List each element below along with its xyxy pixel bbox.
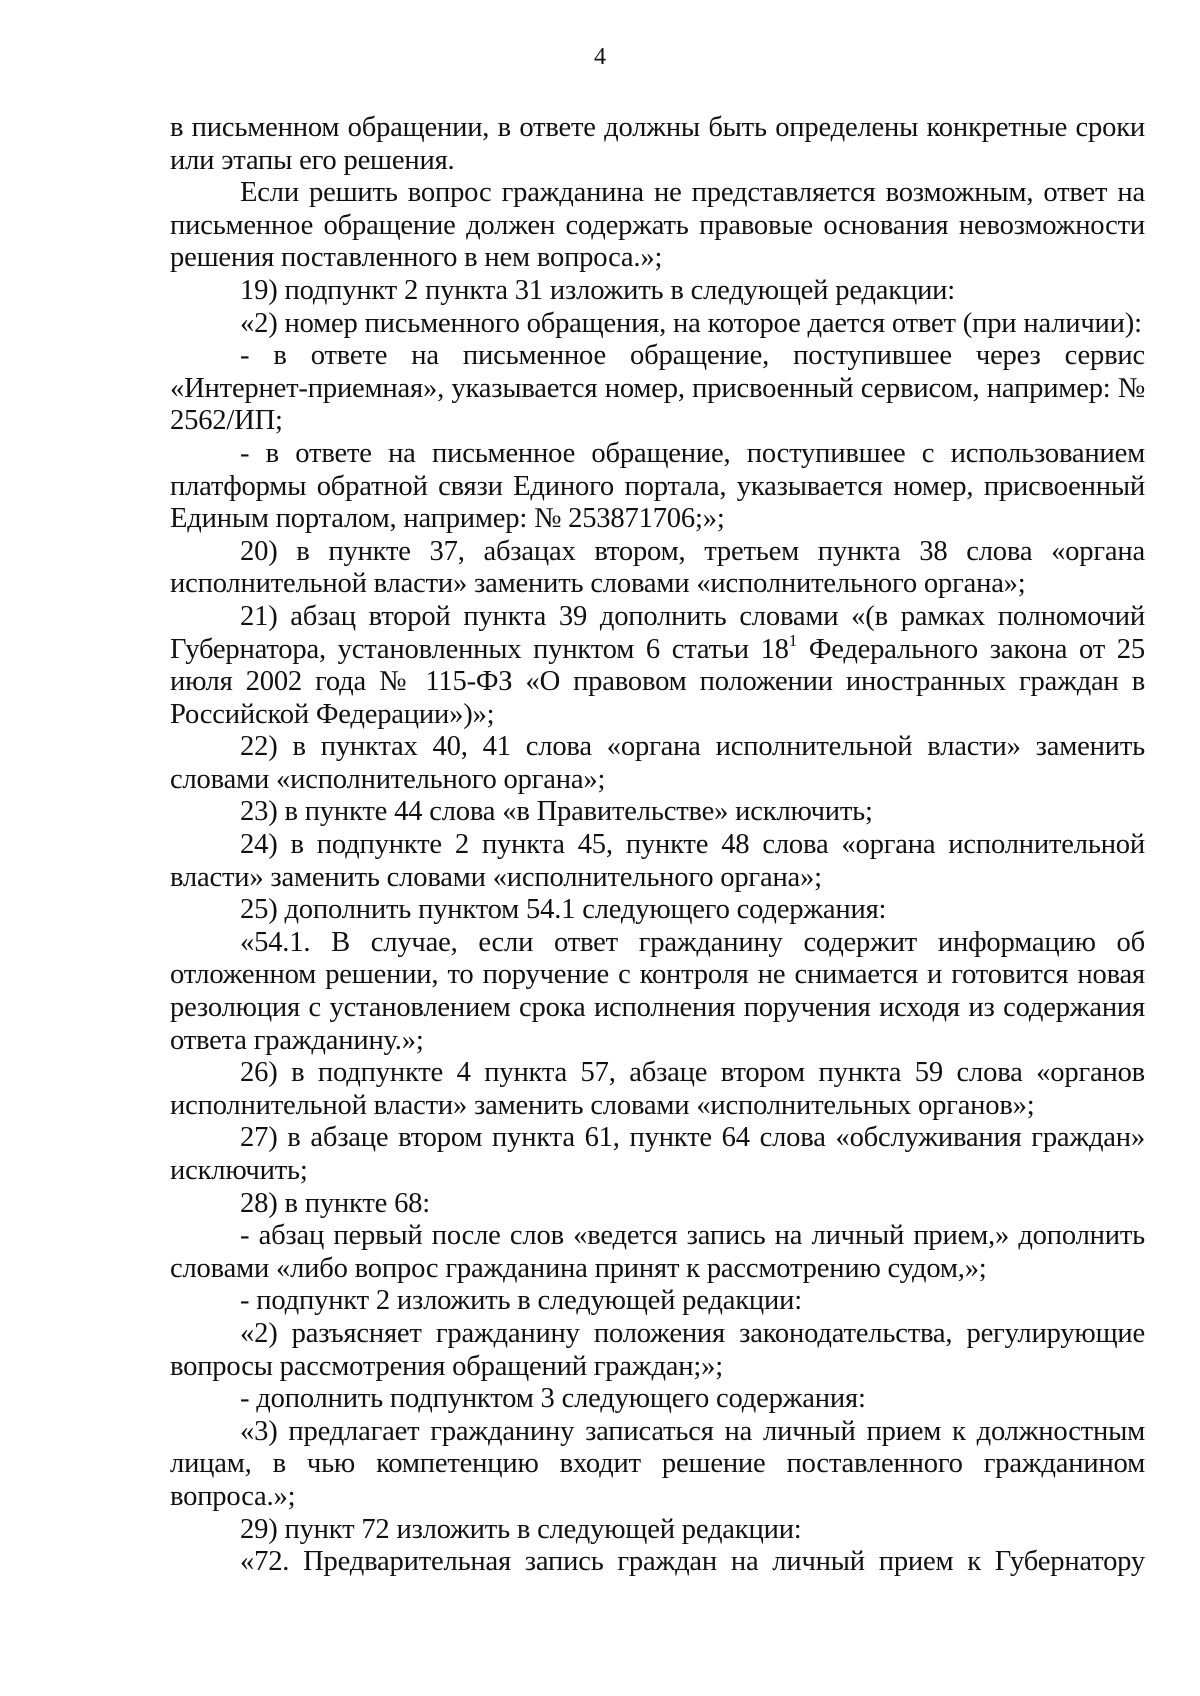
paragraph-text: Федерального закона от 25 июля 2002 года № 115-ФЗ «О правовом положении иностранных граждан в Российской Федерации»)»; (170, 633, 1145, 730)
paragraph: «3) предлагает гражданину записаться на личный прием к должностным лицам, в чью компетенцию входит решение поставленного гражданином вопроса.»; (170, 1415, 1145, 1512)
paragraph: 19) подпункт 2 пункта 31 изложить в следующей редакции: (240, 274, 956, 306)
paragraph: «54.1. В случае, если ответ гражданину содержит информацию об отложенном решении, то поручение с контроля не снимается и готовится новая резолюция с установлением срока исполнения поручения исходя из содержания ответа гражданину.»; (170, 926, 1145, 1056)
document-body (170, 112, 1145, 1579)
paragraph: 29) пункт 72 изложить в следующей редакции: (240, 1513, 802, 1545)
paragraph: 20) в пункте 37, абзацах втором, третьем пункта 38 слова «органа исполнительной власти» заменить словами «исполнительного органа»; (170, 535, 1145, 600)
superscript: 1 (788, 630, 798, 650)
paragraph: - подпункт 2 изложить в следующей редакции: (240, 1285, 802, 1317)
paragraph: - абзац первый после слов «ведется запись на личный прием,» дополнить словами «либо вопрос гражданина принят к рассмотрению судом,»; (170, 1220, 1145, 1284)
paragraph: «2) разъясняет гражданину положения законодательства, регулирующие вопросы рассмотрения обращений граждан;»; (170, 1317, 1145, 1382)
paragraph-text: 21) абзац второй пункта 39 дополнить словами «(в рамках полномочий Губернатора, установленных пунктом 6 статьи 18 (170, 600, 1145, 665)
paragraph: «72. Предварительная запись граждан на личный прием к Губернатору (240, 1546, 1145, 1578)
paragraph: в письменном обращении, в ответе должны быть определены конкретные сроки или этапы его решения. (170, 112, 1145, 176)
paragraph: 26) в подпункте 4 пункта 57, абзаце втором пункта 59 слова «органов исполнительной власти» заменить словами «исполнительных органов»; (170, 1057, 1145, 1121)
paragraph: «2) номер письменного обращения, на которое дается ответ (при наличии): (240, 307, 1142, 339)
paragraph: 24) в подпункте 2 пункта 45, пункте 48 слова «органа исполнительной власти» заменить словами «исполнительного органа»; (170, 829, 1145, 893)
paragraph (170, 601, 1145, 731)
paragraph: - дополнить подпунктом 3 следующего содержания: (240, 1383, 866, 1415)
paragraph: 23) в пункте 44 слова «в Правительстве» исключить; (240, 796, 873, 828)
paragraph: 28) в пункте 68: (240, 1187, 431, 1219)
page-number: 4 (594, 44, 606, 70)
paragraph: Если решить вопрос гражданина не представляется возможным, ответ на письменное обращение должен содержать правовые основания невозможности решения поставленного в нем вопроса.»; (170, 177, 1145, 274)
paragraph: 27) в абзаце втором пункта 61, пункте 64 слова «обслуживания граждан» исключить; (170, 1122, 1145, 1186)
paragraph: 25) дополнить пунктом 54.1 следующего содержания: (240, 894, 887, 926)
paragraph: - в ответе на письменное обращение, поступившее с использованием платформы обратной связи Единого портала, указывается номер, присвоенный Единым порталом, например: № 253871706;»; (170, 437, 1145, 535)
paragraph: - в ответе на письменное обращение, поступившее через сервис «Интернет-приемная», указывается номер, присвоенный сервисом, например: № 2562/ИП; (170, 340, 1145, 437)
paragraph: 22) в пунктах 40, 41 слова «органа исполнительной власти» заменить словами «исполнительного органа»; (170, 731, 1145, 795)
